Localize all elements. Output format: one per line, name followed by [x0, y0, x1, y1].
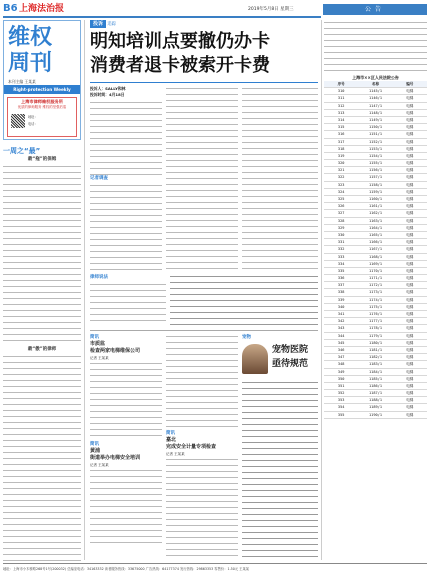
- row-name: 1163/1: [369, 218, 382, 223]
- row-name: 1155/1: [369, 161, 382, 166]
- table-row: [324, 361, 427, 368]
- row-id: 电梯: [406, 326, 414, 331]
- table-row: [324, 124, 427, 131]
- table-row: [324, 246, 427, 253]
- row-index: 315: [337, 125, 345, 130]
- ad-phone: 电话：: [28, 122, 38, 126]
- byline-date: 投诉时间：4月18日: [90, 92, 125, 97]
- row-index: 313: [337, 110, 345, 115]
- row-name: 1147/1: [369, 103, 382, 108]
- row-name: 1183/1: [369, 362, 382, 367]
- weekly-editor: 本刊主编 王某某: [8, 79, 36, 84]
- brief-1-body: [90, 361, 162, 441]
- table-row: [324, 390, 427, 397]
- sub-heading-lawyer: 律师说法: [90, 275, 108, 280]
- row-name: 1164/1: [369, 225, 382, 230]
- lawyer-quote-body: [170, 274, 318, 326]
- row-name: 1173/1: [369, 290, 382, 295]
- row-index: 321: [337, 168, 345, 173]
- row-name: 1181/1: [369, 347, 382, 352]
- kicker-tag-2: 追踪: [107, 22, 117, 27]
- col-header-index: 序号: [337, 82, 345, 86]
- brief-2-author: 记者 王某某: [90, 463, 109, 467]
- table-row: [324, 160, 427, 167]
- brief-col-1: [90, 334, 162, 544]
- footer-info: 地址：上海市小木桥路268号1号(200032) 总编室电话：34163332 读者服务热线：33675000 广告热线：64177374 发行热线：29863353 零售价：1.50元 王某某: [3, 567, 250, 571]
- table-row: [324, 218, 427, 225]
- ad-subtitle: 优质的律师服务 维权的坚强后盾: [17, 105, 67, 109]
- row-id: 电梯: [406, 362, 414, 367]
- paper-name: 上海法治报: [19, 4, 65, 14]
- row-id: 电梯: [406, 355, 414, 360]
- row-index: 332: [337, 247, 345, 252]
- col-header-id: 编号: [406, 82, 414, 86]
- byline-complainant: 投诉人：SALLY和林: [90, 86, 126, 91]
- row-name: 1187/1: [369, 391, 382, 396]
- row-index: 323: [337, 182, 345, 187]
- row-id: 电梯: [406, 276, 414, 281]
- row-index: 320: [337, 161, 345, 166]
- row-name: 1168/1: [369, 254, 382, 259]
- row-id: 电梯: [406, 182, 414, 187]
- row-name: 1145/1: [369, 89, 382, 94]
- row-index: 333: [337, 254, 345, 259]
- row-id: 电梯: [406, 103, 414, 108]
- table-row: [324, 412, 427, 419]
- row-index: 334: [337, 261, 345, 266]
- row-index: 324: [337, 189, 345, 194]
- row-index: 351: [337, 383, 345, 388]
- table-row: [324, 397, 427, 404]
- left-article-body-2: [3, 354, 81, 566]
- row-id: 电梯: [406, 153, 414, 158]
- brief-1-author: 记者 王某某: [90, 356, 109, 360]
- table-row: [324, 376, 427, 383]
- table-row: [324, 146, 427, 153]
- left-article-sub1: 最“拖”的保姆: [27, 157, 57, 162]
- table-row: [324, 95, 427, 102]
- row-id: 电梯: [406, 139, 414, 144]
- row-id: 电梯: [406, 268, 414, 273]
- row-name: 1172/1: [369, 283, 382, 288]
- article-col1-body-b: [90, 183, 162, 275]
- table-row: [324, 203, 427, 210]
- date-line: 2019年5月8日 星期三: [248, 7, 294, 12]
- table-row: [324, 289, 427, 296]
- row-index: 341: [337, 312, 345, 316]
- table-row: [324, 139, 427, 146]
- row-name: 1185/1: [369, 376, 382, 381]
- row-id: 电梯: [406, 132, 414, 137]
- row-id: 电梯: [406, 405, 414, 410]
- row-id: 电梯: [406, 204, 414, 209]
- row-name: 1186/1: [369, 383, 382, 388]
- row-index: 325: [337, 197, 345, 201]
- table-row: [324, 383, 427, 390]
- row-index: 343: [337, 326, 345, 331]
- table-row: [324, 354, 427, 361]
- row-index: 344: [337, 333, 345, 338]
- row-id: 电梯: [406, 218, 414, 223]
- article-title-line2: 消费者退卡被索开卡费: [90, 55, 270, 76]
- main-article: [90, 20, 318, 78]
- weekly-english: Right-protection Weekly: [4, 85, 80, 94]
- row-name: 1170/1: [369, 268, 382, 273]
- pet-title-line1: 宠物医院: [272, 345, 309, 355]
- left-article-heading: 一周之“最”: [3, 147, 41, 155]
- col-header-name: 名称: [371, 82, 380, 86]
- column-divider-left: [84, 20, 85, 560]
- table-row: [324, 297, 427, 304]
- brief-3-tag: 简讯: [166, 431, 175, 436]
- row-id: 电梯: [406, 225, 414, 230]
- table-row: [324, 340, 427, 347]
- table-row: [324, 196, 427, 203]
- row-id: 电梯: [406, 319, 414, 324]
- row-id: 电梯: [406, 168, 414, 173]
- row-id: 电梯: [406, 398, 414, 403]
- footer-rule: [3, 563, 427, 564]
- row-name: 1156/1: [369, 168, 382, 173]
- row-id: 电梯: [406, 290, 414, 295]
- row-name: 1166/1: [369, 240, 382, 245]
- row-id: 电梯: [406, 240, 414, 245]
- pet-body: [242, 380, 318, 558]
- row-id: 电梯: [406, 254, 414, 259]
- table-row: [324, 254, 427, 261]
- row-index: 319: [337, 153, 345, 158]
- row-name: 1171/1: [369, 276, 382, 281]
- row-name: 1159/1: [369, 189, 382, 194]
- brief-2-body: [90, 468, 162, 544]
- weekly-title-2: 周刊: [8, 50, 53, 76]
- page-header: [3, 3, 427, 17]
- row-name: 1169/1: [369, 261, 382, 266]
- row-name: 1176/1: [369, 312, 382, 316]
- brief-1-tag: 简讯: [90, 335, 99, 340]
- row-index: 355: [337, 412, 345, 417]
- row-index: 326: [337, 204, 345, 209]
- table-row: [324, 369, 427, 376]
- row-index: 314: [337, 117, 345, 122]
- brief-1-title: 市质监 检查两家电梯维保公司: [90, 341, 141, 354]
- row-index: 342: [337, 319, 345, 324]
- left-article-body-1: [3, 164, 81, 346]
- row-name: 1188/1: [369, 398, 382, 403]
- weekly-column-box: [3, 20, 81, 140]
- table-row: [324, 131, 427, 138]
- row-index: 327: [337, 211, 345, 216]
- brief-3-title: 嘉北 完成安全计量专项检查: [166, 437, 217, 450]
- notice-intro: [324, 20, 427, 74]
- row-id: 电梯: [406, 189, 414, 194]
- notice-column: [324, 20, 427, 419]
- table-row: [324, 282, 427, 289]
- brief-2-title: 黄浦 街道举办电梯安全培训: [90, 448, 141, 461]
- column-divider-right: [321, 20, 322, 560]
- table-row: [324, 167, 427, 174]
- row-index: 335: [337, 268, 345, 273]
- table-row: [324, 182, 427, 189]
- qr-code-icon: [11, 114, 25, 128]
- row-index: 349: [337, 369, 345, 374]
- table-row: [324, 117, 427, 124]
- row-name: 1149/1: [369, 117, 382, 122]
- row-name: 1162/1: [369, 211, 382, 216]
- lawyer-section: [90, 274, 166, 326]
- left-article: [3, 146, 81, 566]
- header-rule: [3, 16, 321, 18]
- brief-col-2: [166, 334, 238, 557]
- table-row: [324, 103, 427, 110]
- table-row: [324, 268, 427, 275]
- table-row: [324, 318, 427, 325]
- row-index: 348: [337, 362, 345, 367]
- row-name: 1177/1: [369, 319, 382, 324]
- row-name: 1165/1: [369, 232, 382, 237]
- table-row: [324, 232, 427, 239]
- row-index: 345: [337, 340, 345, 345]
- row-name: 1150/1: [369, 125, 382, 130]
- row-index: 317: [337, 139, 345, 144]
- row-index: 352: [337, 391, 345, 396]
- table-row: [324, 311, 427, 318]
- row-index: 340: [337, 304, 345, 309]
- row-name: 1189/1: [369, 405, 382, 410]
- lawyer-body: [90, 282, 166, 326]
- byline-block: [90, 86, 162, 275]
- row-id: 电梯: [406, 340, 414, 345]
- row-index: 339: [337, 297, 345, 302]
- row-id: 电梯: [406, 96, 414, 101]
- title-rule: [90, 82, 318, 83]
- row-index: 322: [337, 175, 345, 180]
- brief-3-author: 记者 王某某: [166, 452, 185, 456]
- row-name: 1154/1: [369, 153, 382, 158]
- row-name: 1174/1: [369, 297, 382, 302]
- table-row: [324, 239, 427, 246]
- table-row: [324, 189, 427, 196]
- row-index: 312: [337, 103, 345, 108]
- row-name: 1179/1: [369, 333, 382, 338]
- notice-title: 上海市××区人民法院公告: [352, 75, 399, 80]
- row-index: 347: [337, 355, 345, 360]
- table-row: [324, 333, 427, 340]
- row-index: 316: [337, 132, 345, 137]
- row-name: 1167/1: [369, 247, 382, 252]
- row-name: 1184/1: [369, 369, 382, 374]
- row-id: 电梯: [406, 283, 414, 288]
- page-number: B6: [3, 3, 18, 14]
- notice-table-header: [324, 81, 427, 88]
- weekly-title-1: 维权: [8, 24, 53, 50]
- notice-header-bar: [323, 4, 427, 15]
- row-index: 310: [337, 89, 345, 94]
- row-id: 电梯: [406, 161, 414, 166]
- row-id: 电梯: [406, 175, 414, 180]
- row-name: 1151/1: [369, 132, 382, 137]
- row-id: 电梯: [406, 110, 414, 115]
- left-article-sub2: 最“傲”的律师: [27, 347, 57, 352]
- article-col3-body: [242, 86, 318, 272]
- brief-col2-body-a: [166, 334, 238, 430]
- row-index: 350: [337, 376, 345, 381]
- kicker-tag: 投诉: [90, 20, 106, 28]
- row-index: 337: [337, 283, 345, 288]
- notice-header-label: 公告: [364, 6, 385, 13]
- table-row: [324, 325, 427, 332]
- row-name: 1146/1: [369, 96, 382, 101]
- row-name: 1175/1: [369, 304, 382, 309]
- row-index: 346: [337, 347, 345, 352]
- row-name: 1153/1: [369, 146, 382, 151]
- pet-tag: 宠物: [242, 335, 251, 340]
- row-index: 331: [337, 240, 345, 245]
- row-index: 328: [337, 218, 345, 223]
- row-name: 1158/1: [369, 182, 382, 187]
- row-id: 电梯: [406, 89, 414, 94]
- row-id: 电梯: [406, 412, 414, 417]
- row-name: 1157/1: [369, 175, 382, 180]
- row-name: 1152/1: [369, 139, 382, 144]
- row-id: 电梯: [406, 383, 414, 388]
- row-index: 311: [337, 96, 345, 101]
- row-id: 电梯: [406, 247, 414, 252]
- row-id: 电梯: [406, 333, 414, 338]
- row-id: 电梯: [406, 297, 414, 302]
- row-name: 1148/1: [369, 110, 382, 115]
- row-id: 电梯: [406, 391, 414, 396]
- row-name: 1190/1: [369, 412, 382, 417]
- row-name: 1160/1: [369, 197, 382, 201]
- row-id: 电梯: [406, 347, 414, 352]
- table-row: [324, 225, 427, 232]
- author-photo: [242, 344, 268, 374]
- pet-article: [242, 334, 318, 369]
- row-name: 1180/1: [369, 340, 382, 345]
- article-title-line1: 明知培训点要撤仍办卡: [90, 31, 270, 52]
- article-col1-body-a: [90, 100, 162, 175]
- pet-title-line2: 亟待规范: [272, 359, 309, 369]
- table-row: [324, 404, 427, 411]
- row-id: 电梯: [406, 312, 414, 316]
- section-rule: [90, 330, 318, 331]
- table-row: [324, 304, 427, 311]
- table-row: [324, 88, 427, 95]
- table-row: [324, 347, 427, 354]
- row-index: 353: [337, 398, 345, 403]
- row-name: 1161/1: [369, 204, 382, 209]
- row-id: 电梯: [406, 125, 414, 130]
- row-name: 1178/1: [369, 326, 382, 331]
- table-row: [324, 275, 427, 282]
- row-id: 电梯: [406, 117, 414, 122]
- row-index: 336: [337, 276, 345, 281]
- table-row: [324, 110, 427, 117]
- row-name: 1182/1: [369, 355, 382, 360]
- row-index: 330: [337, 232, 345, 237]
- ad-title: 上海市律师维权服务所: [21, 99, 63, 104]
- row-id: 电梯: [406, 369, 414, 374]
- ad-box: [7, 97, 77, 137]
- article-col2-body: [166, 86, 238, 272]
- table-row: [324, 261, 427, 268]
- row-index: 318: [337, 146, 345, 151]
- row-id: 电梯: [406, 211, 414, 216]
- row-id: 电梯: [406, 261, 414, 266]
- sub-heading-investigation: 记者调查: [90, 176, 108, 181]
- row-id: 电梯: [406, 197, 414, 201]
- row-id: 电梯: [406, 232, 414, 237]
- table-row: [324, 210, 427, 217]
- brief-3-body: [166, 457, 238, 557]
- row-id: 电梯: [406, 376, 414, 381]
- row-index: 329: [337, 225, 345, 230]
- brief-2-tag: 简讯: [90, 442, 99, 447]
- row-id: 电梯: [406, 304, 414, 309]
- row-id: 电梯: [406, 146, 414, 151]
- ad-address: 地址：: [28, 115, 38, 119]
- notice-table-body: [324, 88, 427, 419]
- table-row: [324, 174, 427, 181]
- row-index: 338: [337, 290, 345, 295]
- row-index: 354: [337, 405, 345, 410]
- table-row: [324, 153, 427, 160]
